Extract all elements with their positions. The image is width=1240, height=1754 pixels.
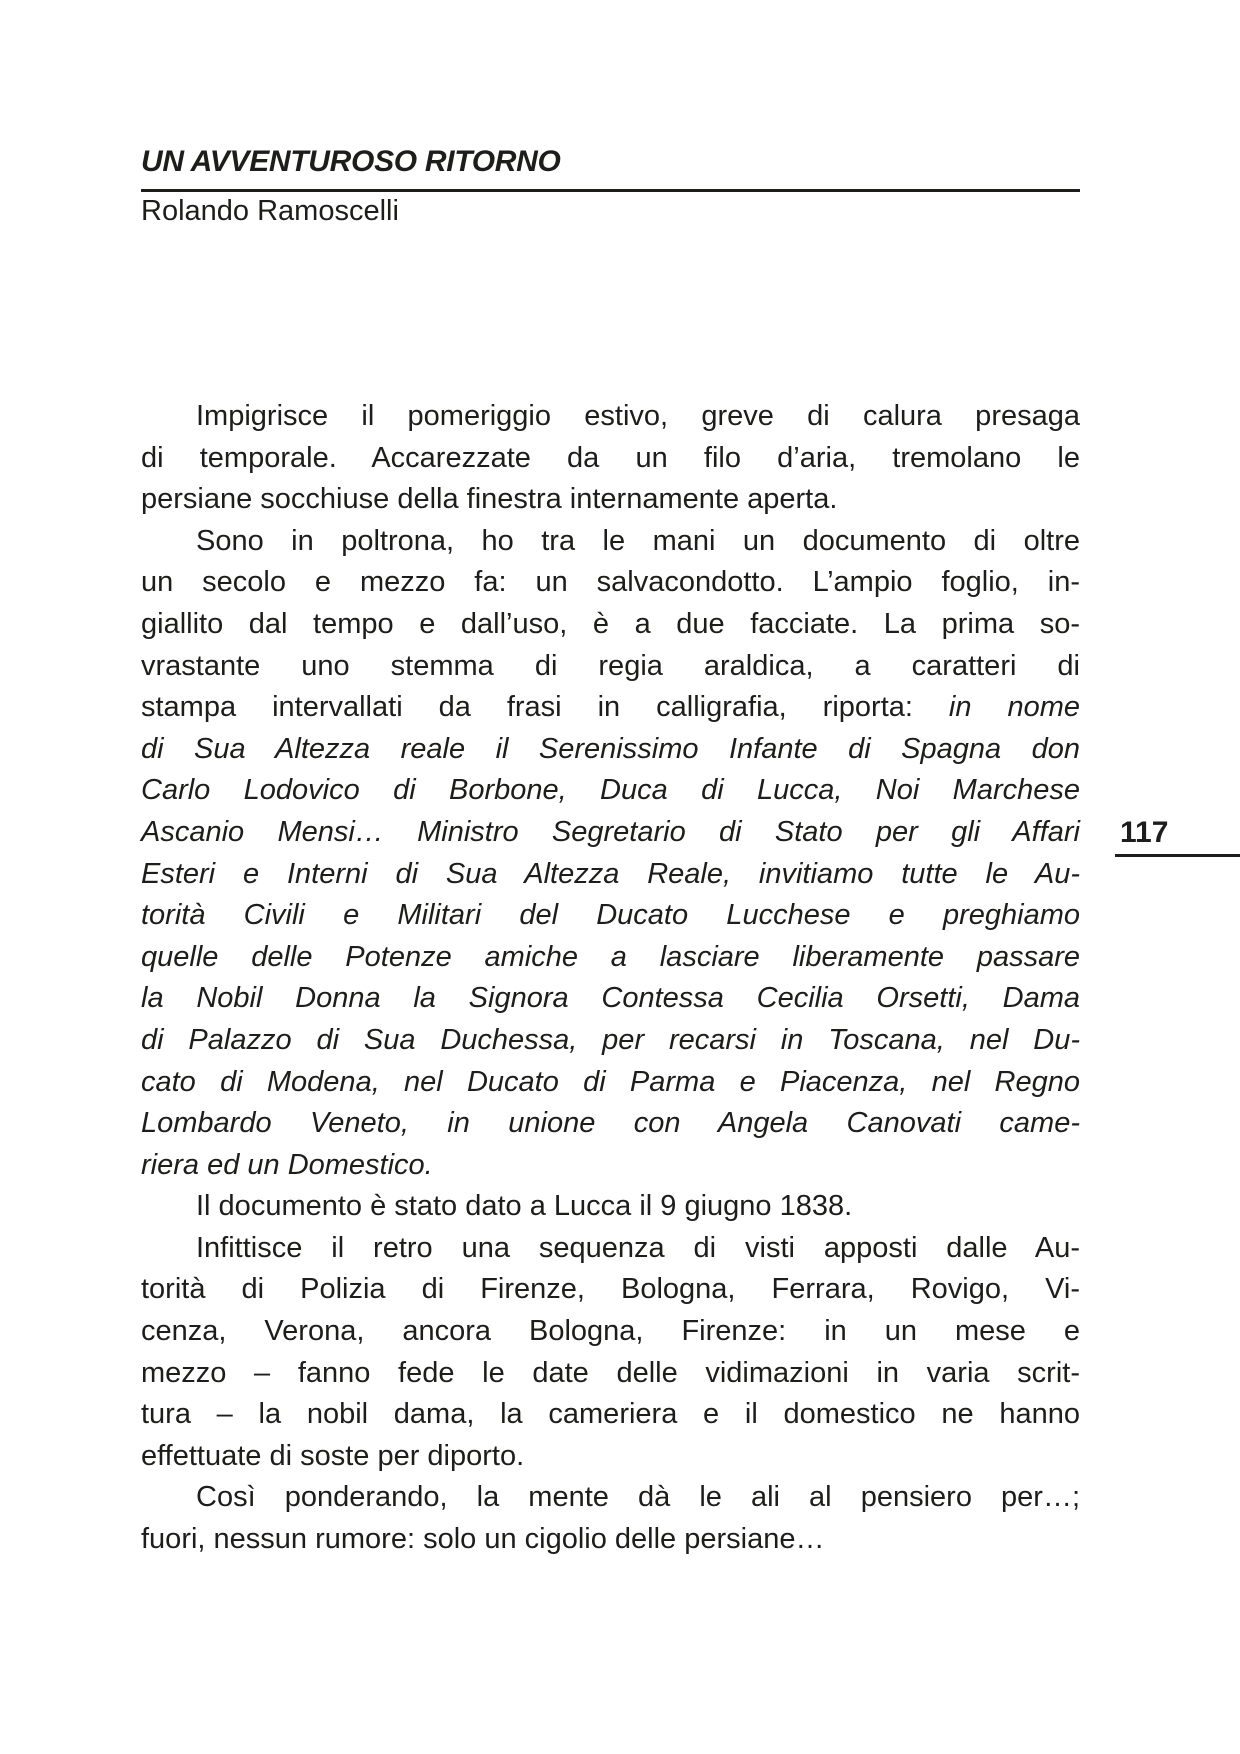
text-line — [141, 1103, 1080, 1145]
body-text — [141, 396, 1080, 1561]
text-line — [141, 687, 1080, 729]
roman-run: giallito dal tempo e dall’uso, è a due facciate. La prima so- — [141, 607, 1080, 640]
roman-run: mezzo – fanno fede le date delle vidimazioni in varia scrit- — [141, 1356, 1080, 1389]
chapter-header — [141, 144, 1080, 229]
roman-run: stampa intervallati da frasi in calligrafia, riporta: — [141, 691, 949, 724]
text-line — [141, 1436, 1080, 1478]
roman-run: tura – la nobil dama, la cameriera e il domestico ne hanno — [141, 1398, 1080, 1431]
italic-run: di Palazzo di Sua Duchessa, per recarsi in Toscana, nel Du- — [141, 1023, 1080, 1056]
italic-run: riera ed un Domestico. — [141, 1148, 433, 1181]
text-line — [141, 812, 1080, 854]
title-rule — [141, 189, 1080, 192]
roman-run: cenza, Verona, ancora Bologna, Firenze: in un mese e — [141, 1315, 1080, 1348]
text-line — [141, 770, 1080, 812]
text-line — [141, 1062, 1080, 1104]
roman-run: Sono in poltrona, ho tra le mani un documento di oltre — [196, 524, 1080, 557]
italic-run: Carlo Lodovico di Borbone, Duca di Lucca, Noi Marchese — [141, 774, 1080, 807]
italic-run: cato di Modena, nel Ducato di Parma e Piacenza, nel Regno — [141, 1065, 1080, 1098]
text-line — [141, 438, 1080, 480]
page-title: UN AVVENTUROSO RITORNO — [141, 145, 561, 178]
text-line — [141, 1311, 1080, 1353]
roman-run: un secolo e mezzo fa: un salvacondotto. L’ampio foglio, in- — [141, 566, 1080, 599]
text-line — [141, 396, 1080, 438]
roman-run: persiane socchiuse della finestra internamente aperta. — [141, 483, 838, 516]
roman-run: Infittisce il retro una sequenza di visti apposti dalle Au- — [196, 1231, 1080, 1264]
roman-run: di temporale. Accarezzate da un filo d’aria, tremolano le — [141, 441, 1080, 474]
text-line — [141, 1228, 1080, 1270]
text-line — [141, 1145, 1080, 1187]
text-line — [141, 1394, 1080, 1436]
text-line — [141, 729, 1080, 771]
text-line — [141, 978, 1080, 1020]
roman-run: effettuate di soste per diporto. — [141, 1439, 525, 1472]
roman-run: torità di Polizia di Firenze, Bologna, Ferrara, Rovigo, Vi- — [141, 1273, 1080, 1306]
italic-run: in nome — [948, 691, 1081, 724]
italic-run: la Nobil Donna la Signora Contessa Cecilia Orsetti, Dama — [141, 982, 1080, 1015]
page-number: 117 — [1120, 816, 1169, 849]
text-line — [141, 1020, 1080, 1062]
roman-run: Così ponderando, la mente dà le ali al pensiero per…; — [196, 1481, 1080, 1514]
text-line — [141, 1353, 1080, 1395]
italic-run: quelle delle Potenze amiche a lasciare liberamente passare — [141, 940, 1080, 973]
roman-run: Il documento è stato dato a Lucca il 9 giugno 1838. — [196, 1190, 853, 1223]
text-line — [141, 1269, 1080, 1311]
text-line — [141, 1519, 1080, 1561]
text-line — [141, 521, 1080, 563]
text-line — [141, 562, 1080, 604]
text-line — [141, 1186, 1080, 1228]
text-line — [141, 1477, 1080, 1519]
italic-run: di Sua Altezza reale il Serenissimo Infante di Spagna don — [141, 732, 1080, 765]
italic-run: Ascanio Mensi… Ministro Segretario di Stato per gli Affari — [141, 815, 1080, 848]
text-line — [141, 854, 1080, 896]
author-name: Rolando Ramoscelli — [141, 195, 399, 227]
text-line — [141, 479, 1080, 521]
roman-run: Impigrisce il pomeriggio estivo, greve di calura presaga — [196, 400, 1080, 432]
italic-run: Lombardo Veneto, in unione con Angela Canovati came- — [141, 1107, 1080, 1140]
italic-run: Esteri e Interni di Sua Altezza Reale, invitiamo tutte le Au- — [141, 857, 1080, 890]
roman-run: fuori, nessun rumore: solo un cigolio delle persiane… — [141, 1523, 825, 1556]
roman-run: vrastante uno stemma di regia araldica, a caratteri di — [141, 649, 1080, 682]
text-line — [141, 895, 1080, 937]
text-line — [141, 646, 1080, 688]
italic-run: torità Civili e Militari del Ducato Lucchese e preghiamo — [141, 899, 1080, 932]
text-line — [141, 604, 1080, 646]
text-line — [141, 937, 1080, 979]
page-number-block — [1115, 818, 1240, 857]
page-number-rule — [1115, 854, 1240, 857]
